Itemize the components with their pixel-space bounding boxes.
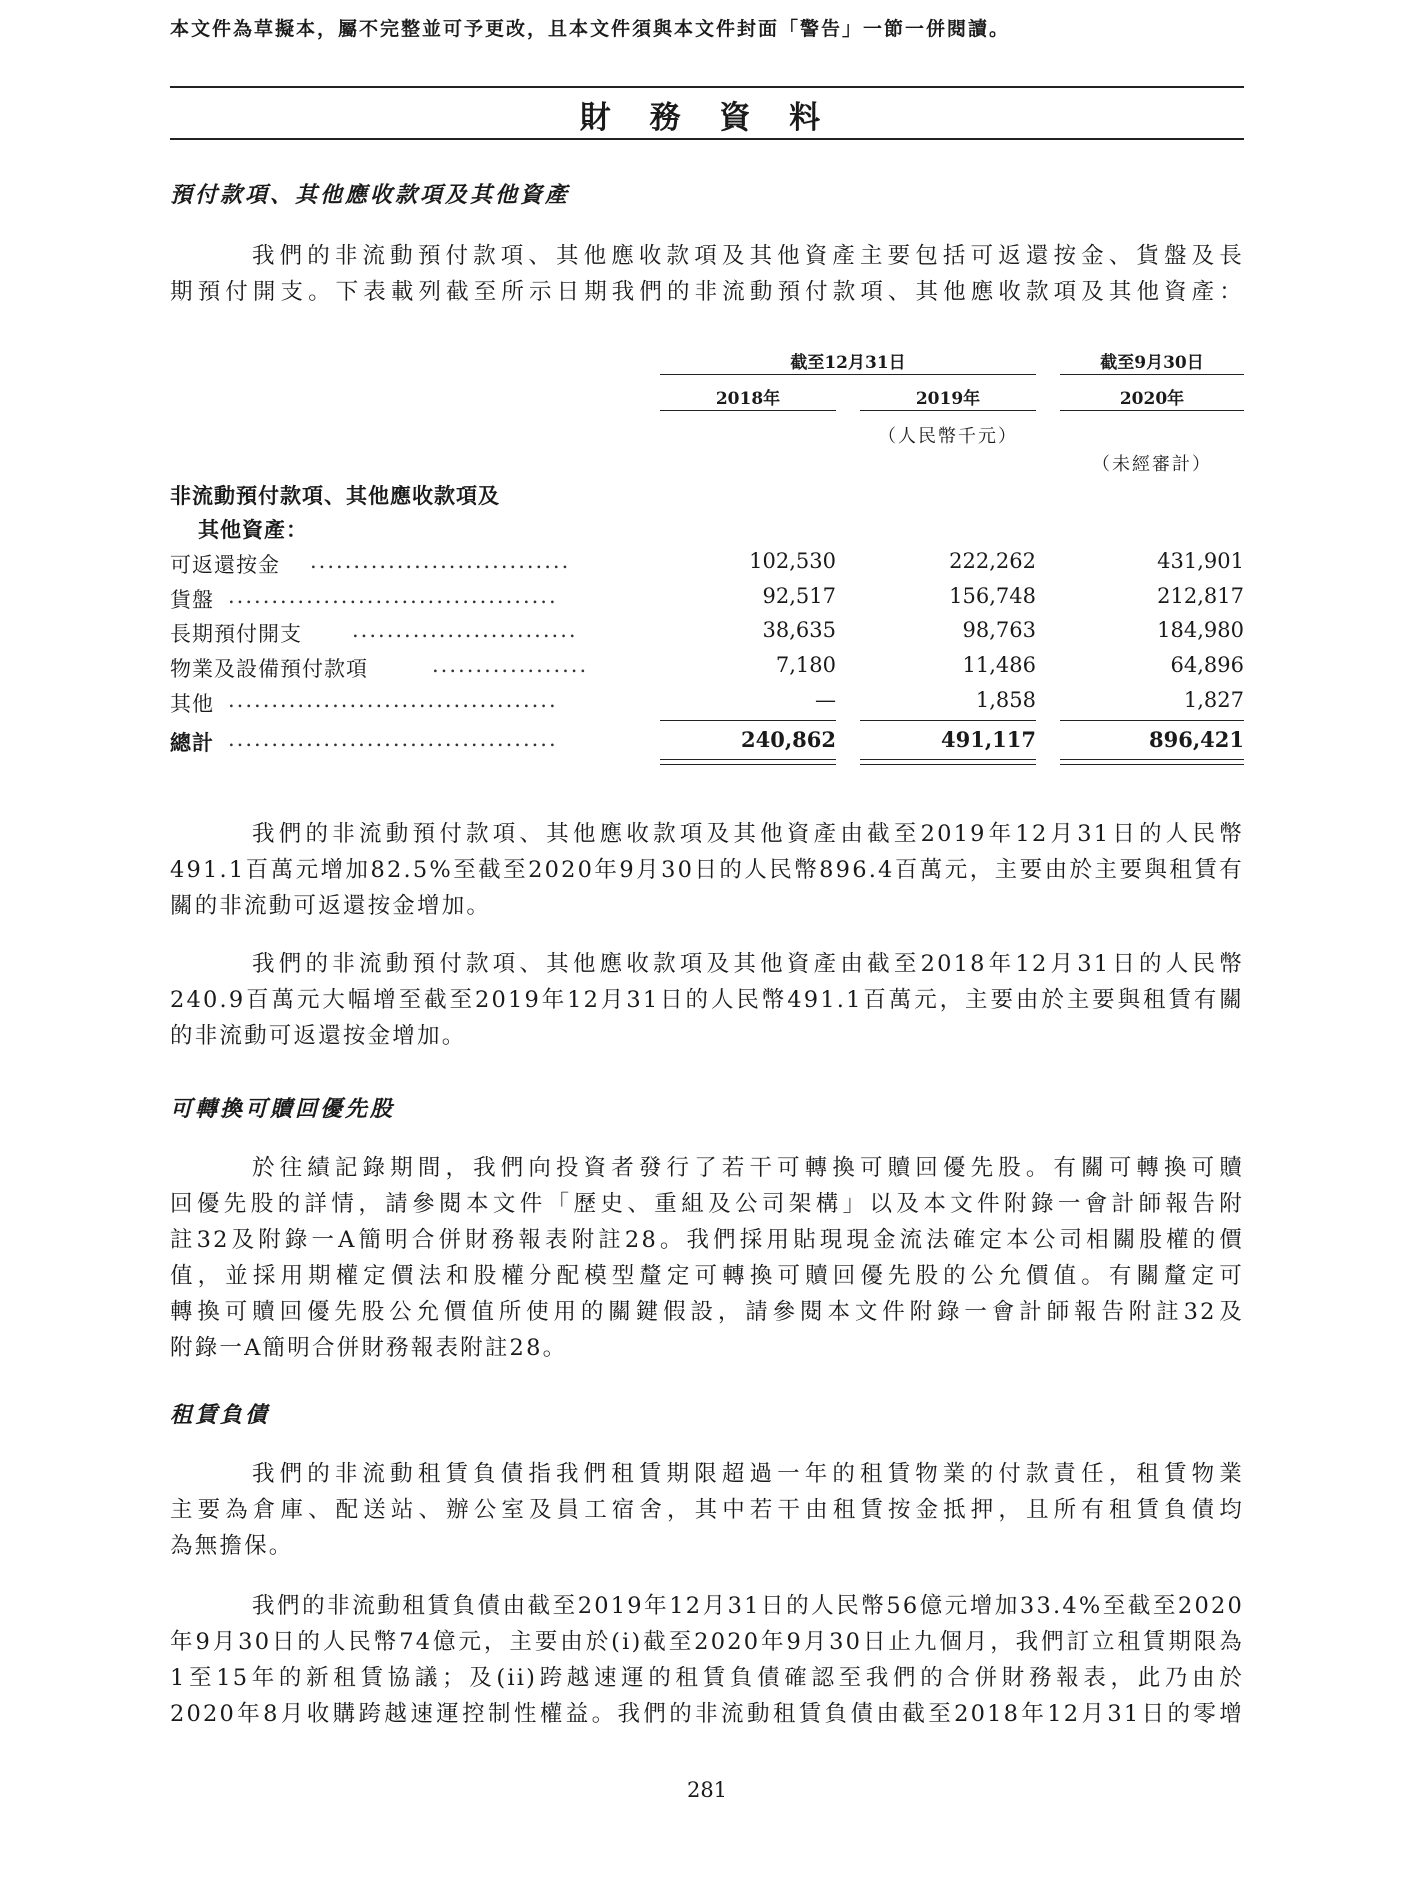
paragraph-2019-2020 [170,816,1244,924]
year-header-2018: 2018年 [715,389,781,409]
text-line: 為無擔保。 [170,1533,294,1559]
chapter-title: 財 務 資 料 [579,100,835,136]
paragraph-2018-2019 [170,946,1244,1054]
table-cell: 102,530 [749,549,836,573]
group-header-sep30: 截至9月30日 [1100,353,1204,373]
lease-paragraph-1 [170,1456,1244,1564]
subtotal-rule [660,720,836,721]
row-label-refundable-deposits: 可返還按金 [170,553,280,577]
text-line: 附錄一A簡明合併財務報表附註28。 [170,1335,568,1361]
leader-dots: ...................................... [228,727,558,751]
group-header-dec31: 截至12月31日 [790,353,906,373]
category-label: 其他資產： [198,517,308,542]
table-cell: 222,262 [949,549,1036,573]
table-cell: 98,763 [962,618,1036,642]
table-cell: 184,980 [1157,618,1244,642]
table-cell: 38,635 [762,618,836,642]
text-line: 期預付開支。下表載列截至所示日期我們的非流動預付款項、其他應收款項及其他資產： [170,279,1244,305]
category-label: 非流動預付款項、其他應收款項及 [170,483,500,508]
subtotal-rule [860,720,1036,721]
table-cell-total: 491,117 [941,727,1036,752]
text-line: 註32及附錄一A簡明合併財務報表附註28。我們採用貼現現金流法確定本公司相關股權的價 [170,1227,1244,1253]
leader-dots: .............................. [310,549,571,573]
total-double-rule [1060,764,1244,765]
year-rule [1060,410,1244,411]
text-line: 我們的非流動預付款項、其他應收款項及其他資產由截至2018年12月31日的人民幣 [252,951,1244,977]
table-cell: 431,901 [1157,549,1244,573]
text-line: 我們的非流動租賃負債由截至2019年12月31日的人民幣56億元增加33.4%至截至2020 [252,1593,1244,1619]
title-bottom-rule [170,138,1244,140]
text-line: 我們的非流動預付款項、其他應收款項及其他資產主要包括可返還按金、貨盤及長 [252,243,1244,269]
row-label-total: 總計 [170,730,214,755]
text-line: 我們的非流動預付款項、其他應收款項及其他資產由截至2019年12月31日的人民幣 [252,821,1244,847]
table-cell-total: 896,421 [1149,727,1244,752]
lease-paragraph-2 [170,1588,1244,1732]
text-line: 我們的非流動租賃負債指我們租賃期限超過一年的租賃物業的付款責任，租賃物業 [252,1461,1244,1487]
total-double-rule [860,759,1036,760]
draft-warning: 本文件為草擬本，屬不完整並可予更改，且本文件須與本文件封面「警告」一節一併閱讀。 [170,18,1011,40]
row-label-long-term-prepaid: 長期預付開支 [170,622,302,646]
text-line: 轉換可贖回優先股公允價值所使用的關鍵假設，請參閱本文件附錄一會計師報告附註32及 [170,1299,1244,1325]
section-heading-preferred-shares: 可轉換可贖回優先股 [170,1096,396,1122]
header-rule [1060,374,1244,375]
page-number: 281 [686,1778,728,1802]
table-cell: 11,486 [962,653,1036,677]
total-double-rule [660,764,836,765]
year-header-2020: 2020年 [1119,389,1185,409]
leader-dots: ...................................... [228,584,558,608]
text-line: 關的非流動可返還按金增加。 [170,893,492,919]
text-line: 240.9百萬元大幅增至截至2019年12月31日的人民幣491.1百萬元，主要由於主要與租賃有關 [170,987,1244,1013]
table-cell: — [815,688,836,712]
text-line: 於往績記錄期間，我們向投資者發行了若干可轉換可贖回優先股。有關可轉換可贖 [252,1155,1244,1181]
unaudited-label: （未經審計） [1092,454,1212,475]
text-line: 主要為倉庫、配送站、辦公室及員工宿舍，其中若干由租賃按金抵押，且所有租賃負債均 [170,1497,1244,1523]
table-cell: 1,858 [975,688,1036,712]
subtotal-rule [1060,720,1244,721]
preferred-shares-paragraph [170,1150,1244,1366]
leader-dots: ...................................... [228,688,558,712]
text-line: 年9月30日的人民幣74億元，主要由於(i)截至2020年9月30日止九個月，我們訂立租賃期限為 [170,1629,1244,1655]
leader-dots: .......................... [352,618,578,642]
text-line: 值，並採用期權定價法和股權分配模型釐定可轉換可贖回優先股的公允價值。有關釐定可 [170,1263,1244,1289]
text-line: 的非流動可返還按金增加。 [170,1023,467,1049]
year-header-2019: 2019年 [915,389,981,409]
text-line: 491.1百萬元增加82.5%至截至2020年9月30日的人民幣896.4百萬元，主要由於主要與租賃有 [170,857,1244,883]
section-heading-lease-liabilities: 租賃負債 [170,1402,271,1428]
total-double-rule [660,759,836,760]
row-label-property-prepayments: 物業及設備預付款項 [170,657,368,681]
table-cell: 64,896 [1170,653,1244,677]
table-cell: 212,817 [1157,584,1244,608]
text-line: 回優先股的詳情，請參閱本文件「歷史、重組及公司架構」以及本文件附錄一會計師報告附 [170,1191,1244,1217]
row-label-pallets: 貨盤 [170,588,214,612]
row-label-others: 其他 [170,692,214,716]
total-double-rule [860,764,1036,765]
year-rule [660,410,836,411]
table-cell-total: 240,862 [741,727,836,752]
table-cell: 1,827 [1183,688,1244,712]
year-rule [860,410,1036,411]
intro-paragraph [170,238,1244,310]
leader-dots: .................. [432,653,589,677]
table-cell: 156,748 [949,584,1036,608]
text-line: 2020年8月收購跨越速運控制性權益。我們的非流動租賃負債由截至2018年12月31日的零增 [170,1701,1244,1727]
text-line: 1至15年的新租賃協議；及(ii)跨越速運的租賃負債確認至我們的合併財務報表，此乃由於 [170,1665,1244,1691]
total-double-rule [1060,759,1244,760]
header-rule [660,374,1036,375]
top-rule [170,86,1244,88]
section-heading-prepayments: 預付款項、其他應收款項及其他資產 [170,182,571,208]
table-cell: 7,180 [775,653,836,677]
table-cell: 92,517 [762,584,836,608]
unit-label: （人民幣千元） [878,426,1018,447]
